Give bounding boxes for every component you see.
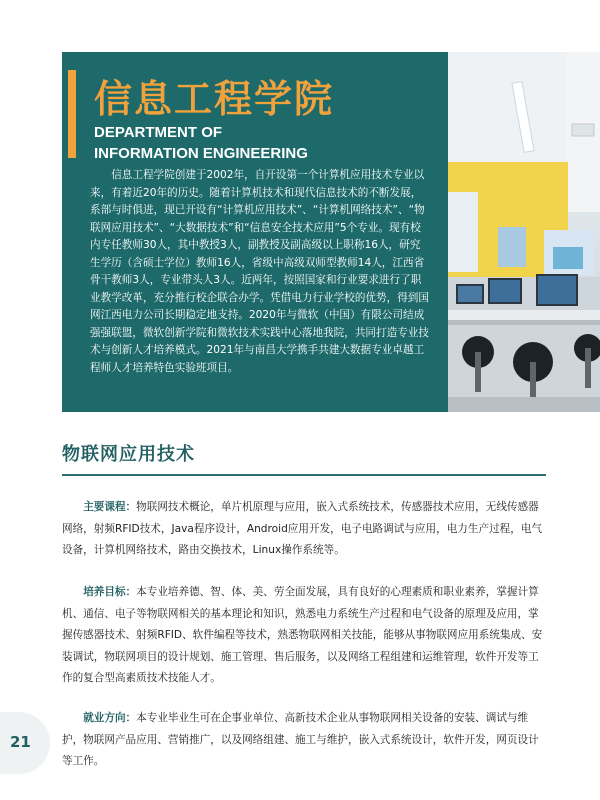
major-title: 物联网应用技术: [62, 444, 195, 465]
career-text: 本专业毕业生可在企事业单位、高新技术企业从事物联网相关设备的安装、调试与维护，物联网产品应用、营销推广，以及网络组建、施工与维护，嵌入式系统设计，软件开发，网页设计等工作。: [62, 712, 539, 767]
department-title: 信息工程学院: [94, 77, 335, 121]
page-number: 21: [10, 733, 31, 751]
department-intro: 信息工程学院创建于2002年，自开设第一个计算机应用技术专业以来，有着近20年的历史。随着计算机技术和现代信息技术的不断发展，系部与时俱进，现已开设有“计算机应用技术”、“计算机网络技术”、“物联网应用技术”、“大数据技术”和“信息安全技术应用”5个专业。现有校内专任教师30人，其中教授3人，副教授及副高级以上职称16人，研究生学历（含硕士学位）教师16人，省级中高级双师型教师14人，江西省骨干教师3人，专业带头人3人。近两年，按照国家和行业要求进行了职业教学改革，充分推行校企联合办学。凭借电力行业学校的优势，得到国网江西电力公司长期稳定地支持。2020年与微软（中国）有限公司结成强强联盟，微软创新学院和微软技术实践中心落地我院，共同打造专业技术与创新人才培养模式。2021年与南昌大学携手共建大数据专业卓越工程师人才培养特色实验班项目。: [90, 169, 429, 374]
english-title-line-2: INFORMATION ENGINEERING: [94, 145, 308, 162]
english-title-line-1: DEPARTMENT OF: [94, 124, 223, 141]
training-goals-paragraph: [62, 582, 546, 690]
lab-illustration: [448, 52, 600, 412]
section-divider: [62, 474, 546, 476]
main-courses-label: 主要课程：: [83, 501, 137, 513]
hero-banner: [62, 52, 600, 412]
main-courses-text: 物联网技术概论，单片机原理与应用，嵌入式系统技术，传感器技术应用，无线传感器网络，射频RFID技术，Java程序设计，Android应用开发，电子电路调试与应用，电力生产过程，电气设备，计算机网络技术，路由交换技术，Linux操作系统等。: [62, 501, 543, 556]
career-paragraph: [62, 708, 546, 773]
hero-panel: [62, 52, 448, 412]
career-label: 就业方向：: [83, 712, 137, 724]
title-accent-bar: [68, 70, 76, 158]
main-courses-paragraph: [62, 497, 546, 562]
training-goals-text: 本专业培养德、智、体、美、劳全面发展，具有良好的心理素质和职业素养，掌握计算机、通信、电子等物联网相关的基本理论和知识，熟悉电力系统生产过程和电气设备的原理及应用，掌握传感器技术、射频RFID、软件编程等技术，熟悉物联网相关技能，能够从事物联网应用系统集成、安装调试，物联网项目的设计规划、施工管理、售后服务，以及网络工程组建和运维管理，软件开发等工作的复合型高素质技术技能人才。: [62, 586, 543, 684]
training-goals-label: 培养目标：: [83, 586, 137, 598]
computer-lab-photo: [448, 52, 600, 412]
department-english-title: [94, 122, 308, 164]
